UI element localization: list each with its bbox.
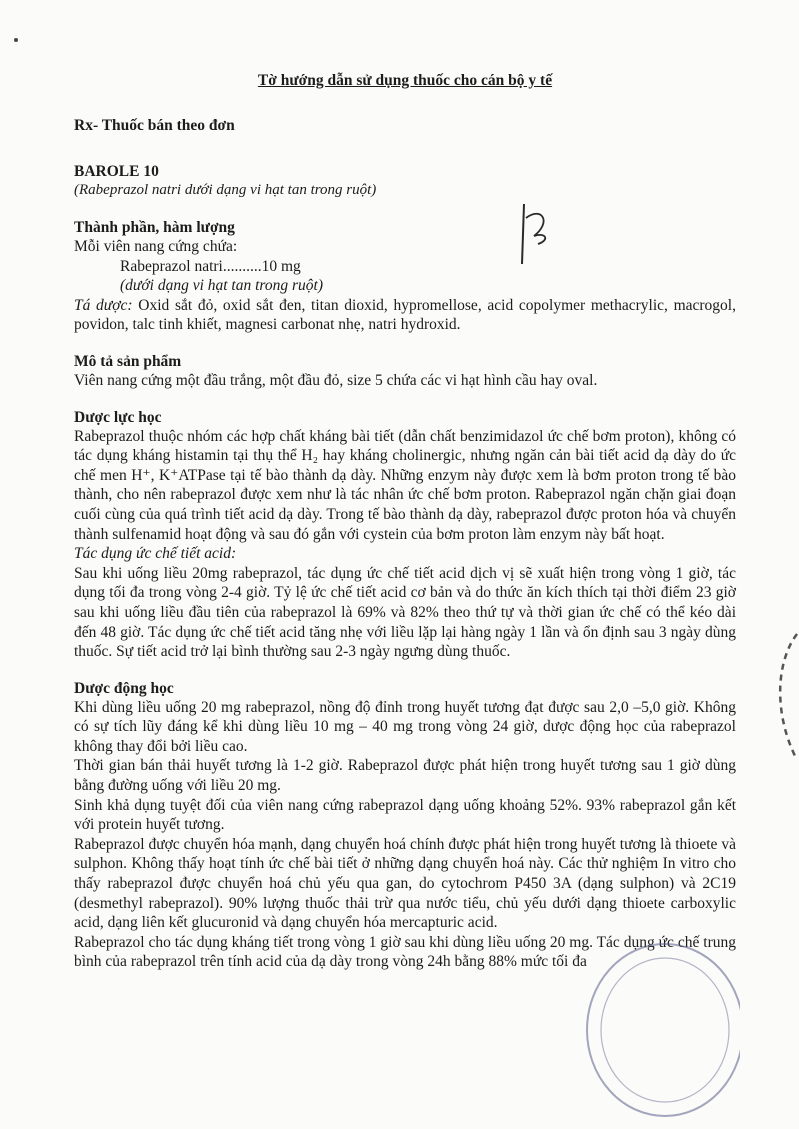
rx-line: Rx- Thuốc bán theo đơn [74, 117, 235, 134]
pharmacokinetics-para-5: Rabeprazol cho tác dụng kháng tiết trong vòng 1 giờ sau khi dùng liều uống 20 mg. Tác dụng ức chế trung bình của rabeprazol trên tính acid của dạ dày trong vòng 24h bằng 88% mức tối đa [74, 933, 736, 971]
document-page [74, 72, 736, 989]
pharmacodynamics-heading: Dược lực học [74, 408, 162, 426]
pharmacodynamics-subheading: Tác dụng ức chế tiết acid: [74, 545, 237, 563]
description-heading: Mô tả sản phẩm [74, 352, 182, 370]
pharmacokinetics-para-4: Rabeprazol được chuyển hóa mạnh, dạng chuyển hoá chính được phát hiện trong huyết tương là thioete và sulphon. Không thấy hoạt tính ức chế bài tiết ở những dạng chuyển hoá này. Các thử nghiệm In vitro cho thấy rabeprazol được chuyển hoá chủ yếu qua gan, do cytochrom P450 3A (dạng sulphon) và 2C19 (desmethyl rabeprazol). 90% lượng thuốc thải trừ qua nước tiểu, chủ yếu dưới dạng thioete carboxylic acid, dạng liên kết glucuronid và dạng chuyển hóa mercapturic acid. [74, 835, 736, 932]
description-text: Viên nang cứng một đầu trắng, một đầu đỏ, size 5 chứa các vi hạt hình cầu hay oval. [74, 371, 598, 389]
document-title: Tờ hướng dẫn sử dụng thuốc cho cán bộ y tế [257, 72, 553, 89]
pharmacokinetics-para-2: Thời gian bán thải huyết tương là 1-2 giờ. Rabeprazol được phát hiện trong huyết tương sau 1 giờ dùng bằng đường uống với liều 20 mg. [74, 757, 736, 795]
composition-heading: Thành phần, hàm lượng [74, 219, 235, 236]
composition-ingredient: Rabeprazol natri..........10 mg [120, 257, 301, 275]
edge-stamp-fragment [769, 630, 799, 760]
drug-name: BAROLE 10 [74, 163, 159, 180]
handwritten-signature [512, 200, 558, 268]
pharmacokinetics-para-1: Khi dùng liều uống 20 mg rabeprazol, nồng độ đỉnh trong huyết tương đạt được sau 2,0 –5,0 giờ. Không có sự tích lũy đáng kể khi dùng liều 10 mg – 40 mg trong vòng 24 giờ, dược động học của rabeprazol không thay đổi bởi liều cao. [74, 698, 736, 755]
pharmacodynamics-para-2: Sau khi uống liều 20mg rabeprazol, tác dụng ức chế tiết acid dịch vị sẽ xuất hiện trong vòng 1 giờ, tác dụng tối đa trong vòng 2-4 giờ. Tỷ lệ ức chế tiết acid cơ bản và do thức ăn kích thích tại thời điểm 23 giờ sau khi uống liều đầu tiên của rabeprazol là 69% và 82% theo thứ tự và thời gian ức chế có thể kéo dài đến 48 giờ. Tác dụng ức chế tiết acid tăng nhẹ với liều lặp lại hàng ngày 1 lần và ổn định sau 3 ngày dùng thuốc. Sự tiết acid trở lại bình thường sau 2-3 ngày ngưng dùng thuốc. [74, 564, 736, 661]
composition-ingredient-note: (dưới dạng vi hạt tan trong ruột) [120, 277, 324, 295]
scan-speck [14, 38, 18, 42]
excipients-text: Oxid sắt đỏ, oxid sắt đen, titan dioxid, hypromellose, acid copolymer methacrylic, macrogol, povidon, talc tinh khiết, magnesi carbonat nhẹ, natri hydroxid. [74, 296, 736, 334]
drug-subtitle: (Rabeprazol natri dưới dạng vi hạt tan trong ruột) [74, 182, 377, 198]
pharmacodynamics-para-1: Rabeprazol thuộc nhóm các hợp chất kháng bài tiết (dẫn chất benzimidazol ức chế bơm proton), không có tác dụng kháng histamin tại thụ thể H₂ hay kháng cholinergic, nhưng ngăn cản bài tiết acid dạ dày do ức chế men H⁺, K⁺ATPase tại tế bào thành dạ dày. Những enzym này được xem là bơm proton trong tế bào thành, cho nên rabeprazol được xem như là tác nhân ức chế bơm proton. Rabeprazol ngăn chặn giai đoạn cuối cùng của quá trình tiết acid dạ dày. Trong tế bào thành dạ dày, rabeprazol được proton hóa và chuyển thành sulfenamid hoạt động và sau đó gắn với cystein của bơm proton làm enzym này bất hoạt. [74, 427, 736, 543]
description-section [74, 352, 736, 391]
pharmacokinetics-section [74, 679, 736, 972]
excipients-paragraph [74, 296, 736, 335]
composition-intro: Mỗi viên nang cứng chứa: [74, 238, 238, 255]
pharmacokinetics-heading: Dược động học [74, 679, 174, 697]
pharmacokinetics-para-3: Sinh khả dụng tuyệt đối của viên nang cứng rabeprazol dạng uống khoảng 52%. 93% rabeprazol gắn kết với protein huyết tương. [74, 796, 736, 834]
excipients-label: Tá dược: [74, 296, 133, 314]
composition-section [74, 218, 736, 335]
pharmacodynamics-section [74, 408, 736, 662]
round-stamp [570, 930, 740, 1120]
